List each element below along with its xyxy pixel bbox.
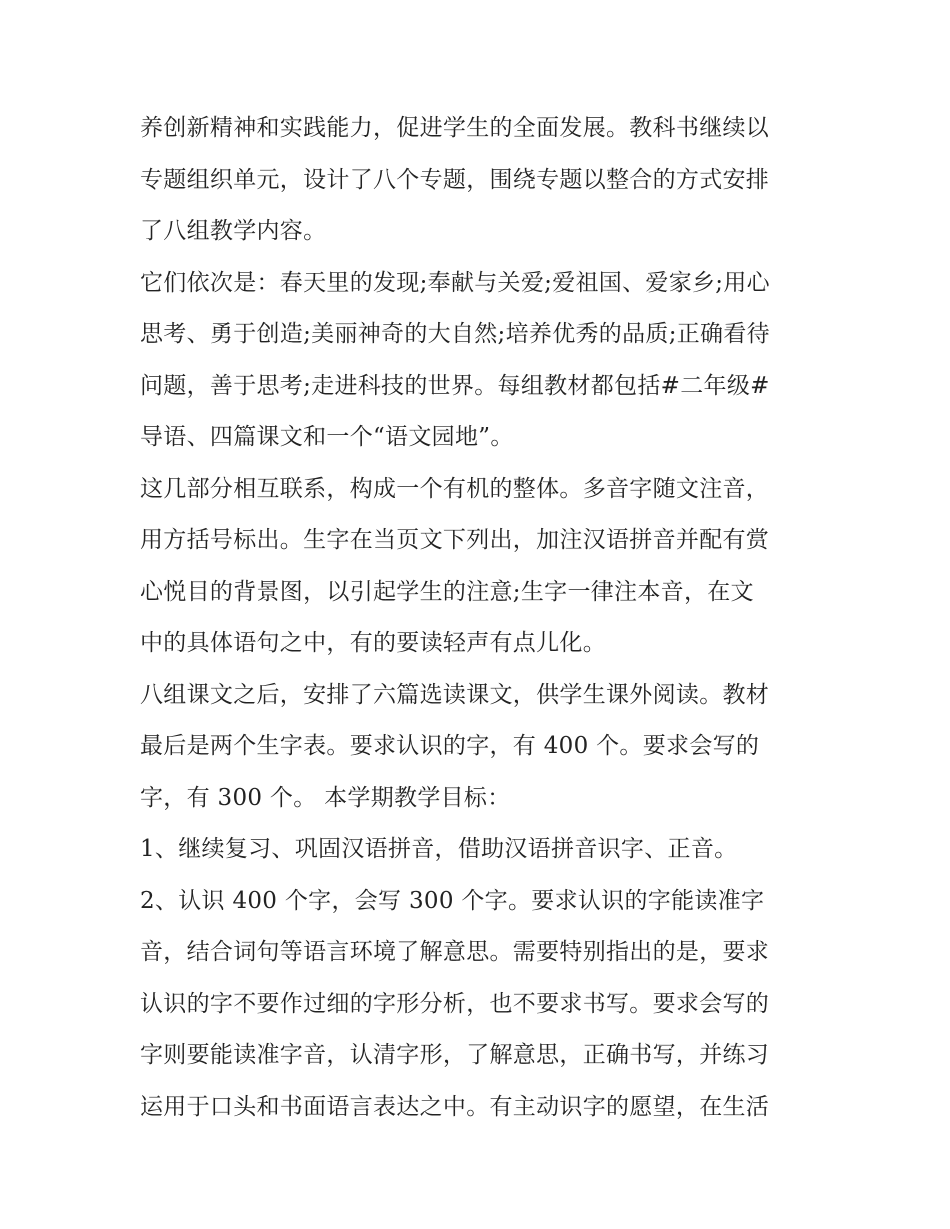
text-line: 导语、四篇课文和一个“语文园地”。 bbox=[140, 424, 514, 450]
body-text bbox=[140, 103, 830, 1133]
text-line: 运用于口头和书面语言表达之中。有主动识字的愿望，在生活 bbox=[140, 1093, 770, 1120]
text-line: 它们依次是：春天里的发现;奉献与关爱;爱祖国、爱家乡;用心 bbox=[140, 269, 770, 296]
text-line: 问题，善于思考;走进科技的世界。每组教材都包括#二年级# bbox=[140, 372, 770, 399]
text-line: 思考、勇于创造;美丽神奇的大自然;培养优秀的品质;正确看待 bbox=[140, 321, 770, 347]
text-line: 用方括号标出。生字在当页文下列出，加注汉语拼音并配有赏 bbox=[140, 527, 770, 553]
text-line: 了八组教学内容。 bbox=[140, 218, 327, 244]
text-line: 最后是两个生字表。要求认识的字，有 400 个。要求会写的 bbox=[140, 733, 760, 759]
text-line: 字，有 300 个。 本学期教学目标： bbox=[140, 784, 511, 811]
text-line: 字则要能读准字音，认清字形，了解意思，正确书写，并练习 bbox=[140, 1042, 770, 1068]
text-line: 音，结合词句等语言环境了解意思。需要特别指出的是，要求 bbox=[140, 939, 770, 965]
text-line: 这几部分相互联系，构成一个有机的整体。多音字随文注音， bbox=[140, 475, 770, 502]
text-line: 认识的字不要作过细的字形分析，也不要求书写。要求会写的 bbox=[140, 990, 770, 1017]
text-line: 1、继续复习、巩固汉语拼音，借助汉语拼音识字、正音。 bbox=[140, 836, 738, 862]
text-line: 养创新精神和实践能力，促进学生的全面发展。教科书继续以 bbox=[140, 115, 770, 141]
text-line: 中的具体语句之中，有的要读轻声有点儿化。 bbox=[140, 630, 606, 656]
text-line: 专题组织单元，设计了八个专题，围绕专题以整合的方式安排 bbox=[140, 166, 770, 193]
text-line: 心悦目的背景图，以引起学生的注意;生字一律注本音，在文 bbox=[140, 578, 754, 605]
text-line: 八组课文之后，安排了六篇选读课文，供学生课外阅读。教材 bbox=[140, 681, 770, 708]
text-line: 2、认识 400 个字，会写 300 个字。要求认识的字能读准字 bbox=[140, 887, 765, 914]
